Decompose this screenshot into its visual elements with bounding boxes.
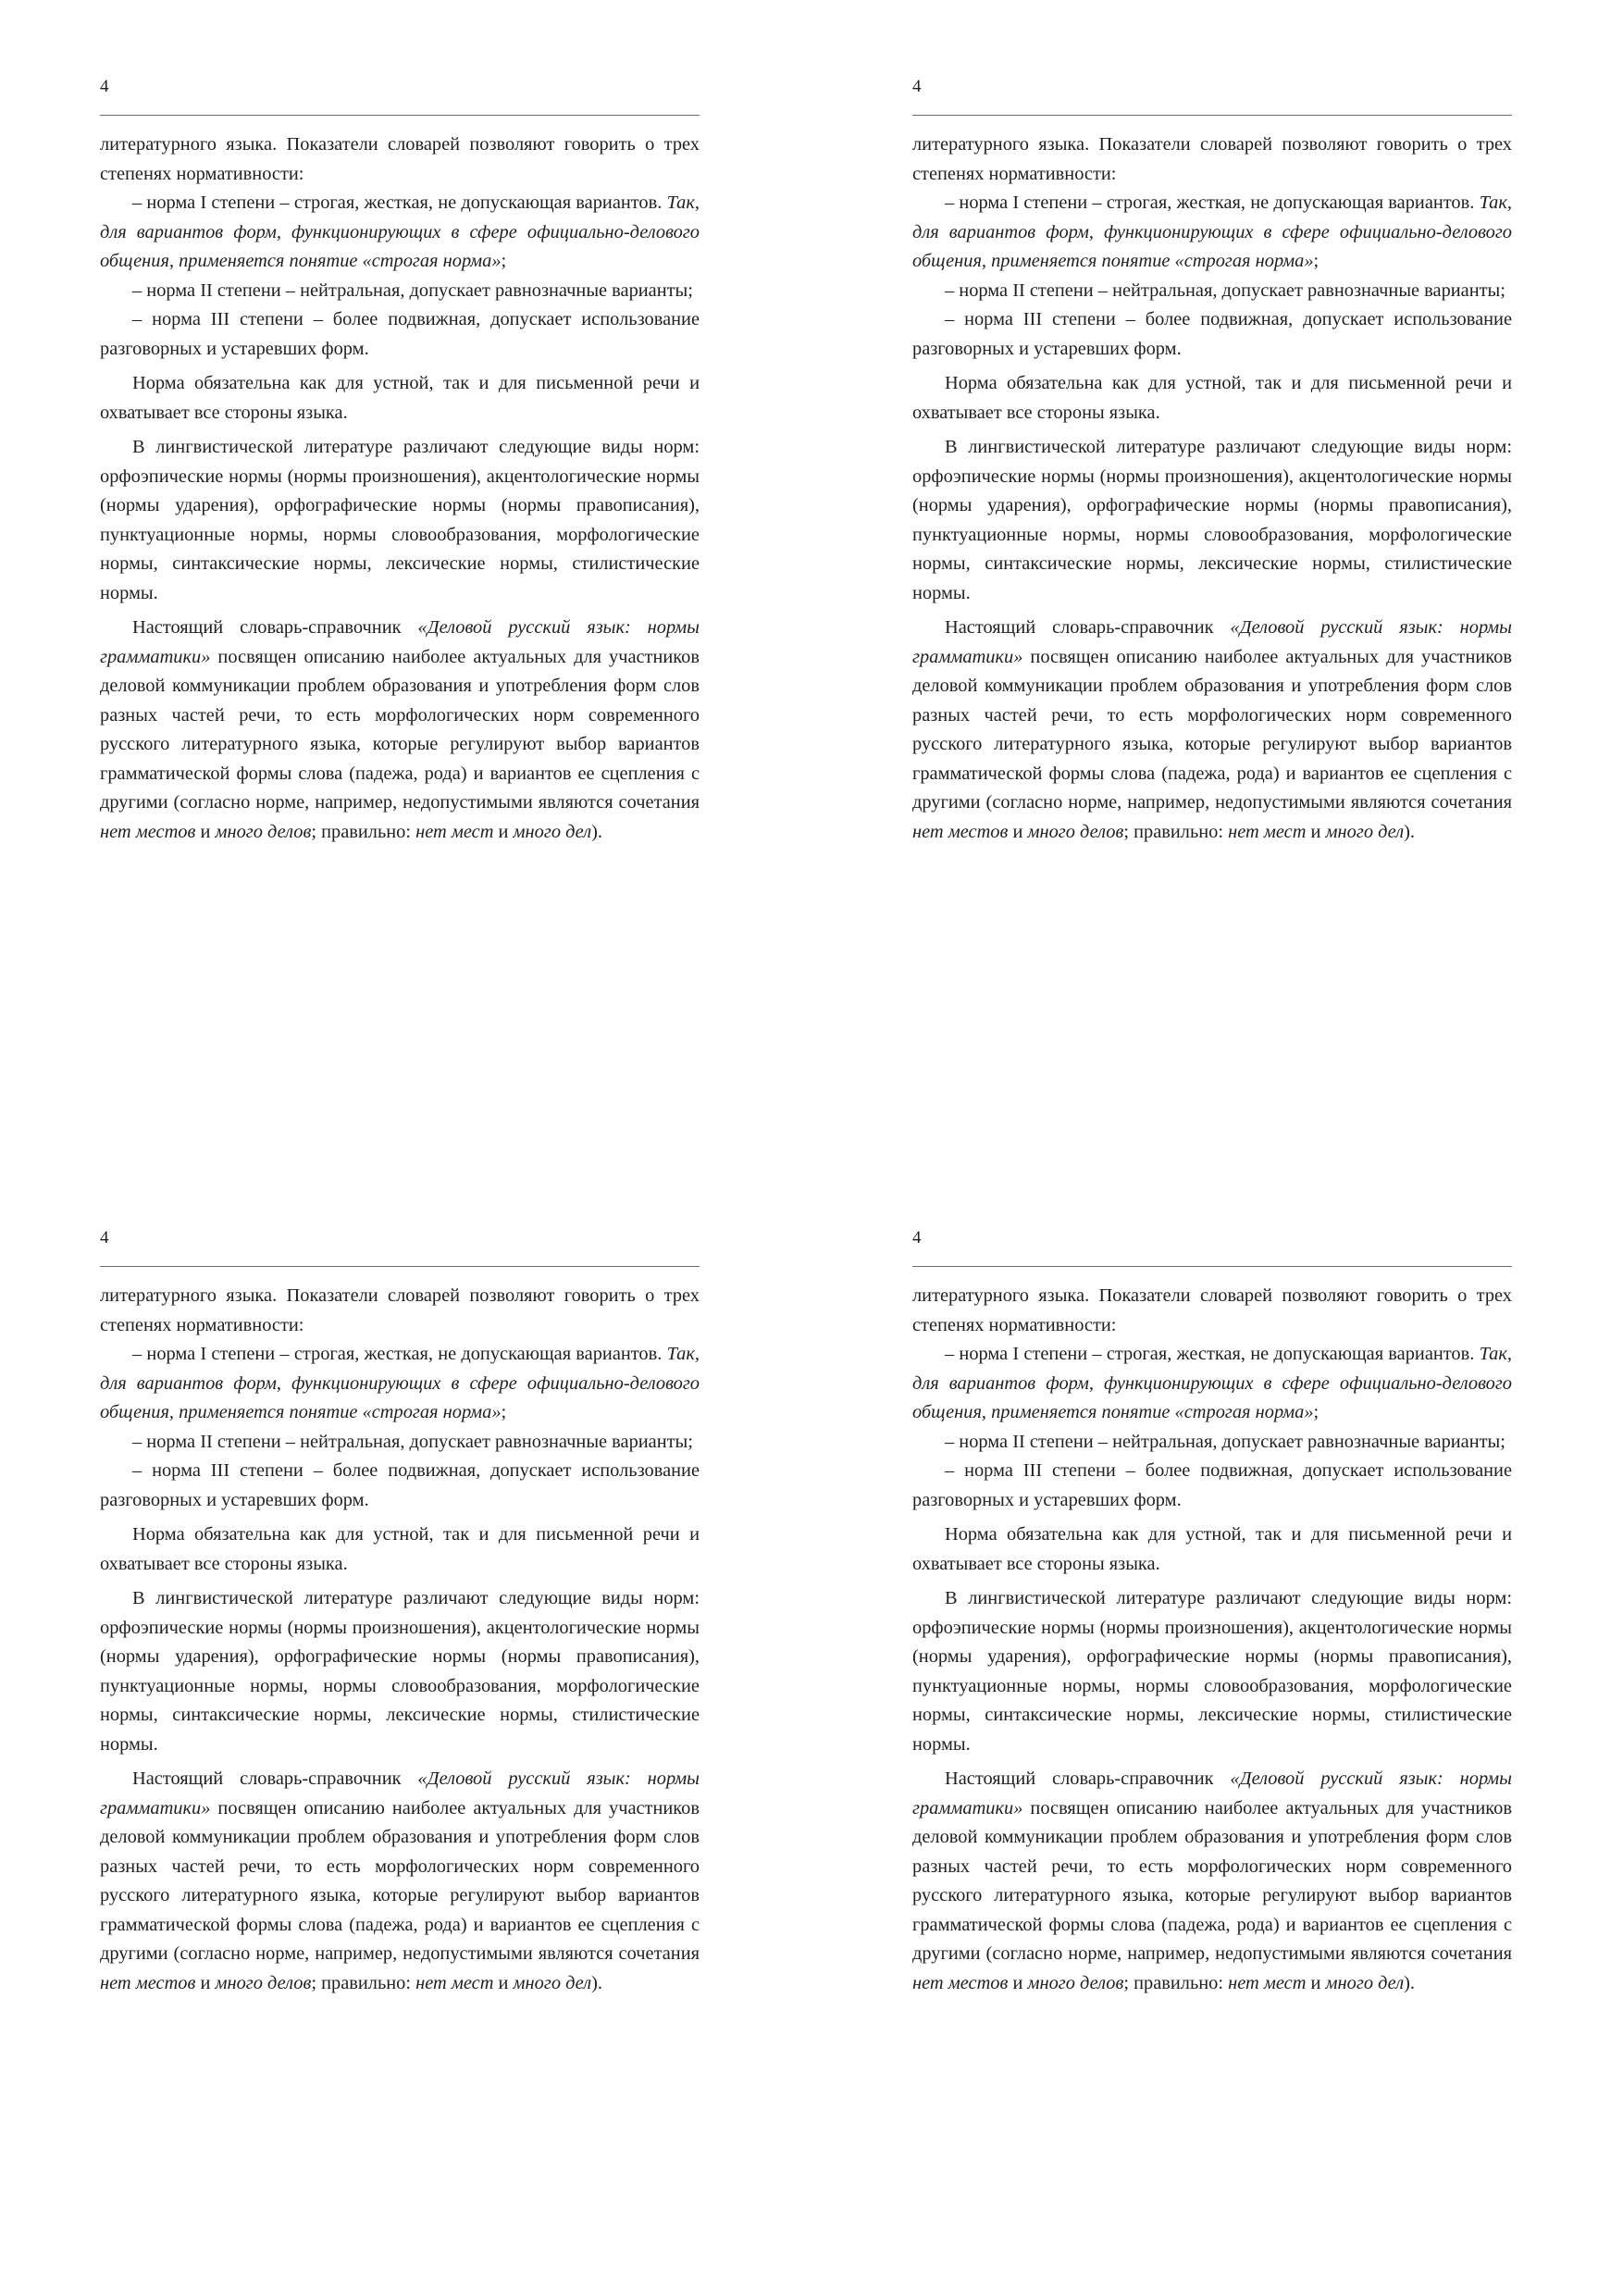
italic-text: много делов xyxy=(1027,1972,1124,1993)
body-paragraph xyxy=(100,1584,700,1759)
text-run: ; правильно: xyxy=(1123,821,1229,842)
text-run: – норма III степени – более подвижная, допускает использование разговорных и устаревших форм. xyxy=(100,1460,700,1510)
text-run: и xyxy=(1306,821,1326,842)
body-paragraph xyxy=(912,1282,1512,1340)
body-paragraph xyxy=(100,130,700,189)
italic-text: Так, для вариантов форм, функционирующих в сфере официально-делового общения, применяется понятие «строгая норма» xyxy=(912,1344,1512,1422)
page-number: 4 xyxy=(912,77,922,96)
italic-text: нет местов xyxy=(100,821,196,842)
page-header xyxy=(912,76,1512,116)
body-paragraph xyxy=(100,433,700,608)
body-paragraph xyxy=(912,369,1512,428)
text-run: – норма II степени – нейтральная, допускает равнозначные варианты; xyxy=(945,1431,1505,1452)
text-run: В лингвистической литературе различают следующие виды норм: орфоэпические нормы (нормы произношения), акцентологические нормы (нормы ударения), орфографические нормы (нормы правописания), пунктуационные нормы, нормы словообразования, морфологические нормы, синтаксические нормы, лексические нормы, стилистические нормы. xyxy=(912,1588,1512,1755)
text-run: посвящен описанию наиболее актуальных для участников деловой коммуникации проблем образования и употребления форм слов разных частей речи, то есть морфологических норм современного русского литературного языка, которые регулируют выбор вариантов грамматической формы слова (падежа, рода) и вариантов ее сцепления с другими (согласно норме, например, недопустимыми являются сочетания xyxy=(100,646,700,813)
text-run: и xyxy=(1008,1972,1028,1993)
page-header xyxy=(100,76,700,116)
text-run: Норма обязательна как для устной, так и для письменной речи и охватывает все стороны языка. xyxy=(100,1524,700,1574)
body-paragraph xyxy=(100,1282,700,1340)
italic-text: нет местов xyxy=(100,1972,196,1993)
body-paragraph xyxy=(100,277,700,306)
text-run: – норма II степени – нейтральная, допускает равнозначные варианты; xyxy=(132,1431,693,1452)
text-run: – норма I степени – строгая, жесткая, не допускающая вариантов. xyxy=(945,192,1480,213)
italic-text: Так, для вариантов форм, функционирующих в сфере официально-делового общения, применяется понятие «строгая норма» xyxy=(912,192,1512,271)
text-run: и xyxy=(493,1972,514,1993)
body-paragraph xyxy=(100,189,700,277)
text-run: ; правильно: xyxy=(311,821,416,842)
body-paragraph xyxy=(100,1428,700,1458)
text-run: литературного языка. Показатели словарей позволяют говорить о трех степенях нормативности: xyxy=(100,1285,700,1335)
italic-text: Так, для вариантов форм, функционирующих в сфере официально-делового общения, применяется понятие «строгая норма» xyxy=(100,192,700,271)
text-run: литературного языка. Показатели словарей позволяют говорить о трех степенях нормативности: xyxy=(912,134,1512,184)
text-run: – норма III степени – более подвижная, допускает использование разговорных и устаревших форм. xyxy=(912,309,1512,359)
body-paragraph xyxy=(912,189,1512,277)
italic-text: «Деловой русский язык: нормы грамматики» xyxy=(100,1769,700,1818)
text-run: В лингвистической литературе различают следующие виды норм: орфоэпические нормы (нормы произношения), акцентологические нормы (нормы ударения), орфографические нормы (нормы правописания), пунктуационные нормы, нормы словообразования, морфологические нормы, синтаксические нормы, лексические нормы, стилистические нормы. xyxy=(100,1588,700,1755)
page-header xyxy=(100,1227,700,1267)
text-run: ). xyxy=(591,821,603,842)
text-run: ; правильно: xyxy=(1123,1972,1229,1993)
text-run: – норма I степени – строгая, жесткая, не допускающая вариантов. xyxy=(132,1344,667,1364)
text-run: ). xyxy=(1404,1972,1416,1993)
text-run: посвящен описанию наиболее актуальных для участников деловой коммуникации проблем образования и употребления форм слов разных частей речи, то есть морфологических норм современного русского литературного языка, которые регулируют выбор вариантов грамматической формы слова (падежа, рода) и вариантов ее сцепления с другими (согласно норме, например, недопустимыми являются сочетания xyxy=(100,1797,700,1964)
text-run: Норма обязательна как для устной, так и для письменной речи и охватывает все стороны языка. xyxy=(100,373,700,423)
page-number: 4 xyxy=(100,77,109,96)
italic-text: много дел xyxy=(513,1972,592,1993)
body-paragraph xyxy=(100,614,700,847)
body-paragraph xyxy=(100,1520,700,1579)
text-run: ). xyxy=(591,1972,603,1993)
italic-text: нет мест xyxy=(415,1972,494,1993)
text-run: Настоящий словарь-справочник xyxy=(132,617,418,638)
body-paragraph xyxy=(912,1428,1512,1458)
italic-text: много делов xyxy=(1027,821,1124,842)
text-run: посвящен описанию наиболее актуальных для участников деловой коммуникации проблем образования и употребления форм слов разных частей речи, то есть морфологических норм современного русского литературного языка, которые регулируют выбор вариантов грамматической формы слова (падежа, рода) и вариантов ее сцепления с другими (согласно норме, например, недопустимыми являются сочетания xyxy=(912,646,1512,813)
body-paragraph xyxy=(100,1765,700,1998)
italic-text: много делов xyxy=(215,1972,312,1993)
text-run: – норма II степени – нейтральная, допускает равнозначные варианты; xyxy=(945,279,1505,301)
text-run: – норма II степени – нейтральная, допускает равнозначные варианты; xyxy=(132,279,693,301)
body-paragraph xyxy=(912,277,1512,306)
body-paragraph xyxy=(912,433,1512,608)
italic-text: много дел xyxy=(513,821,592,842)
body-paragraph xyxy=(912,614,1512,847)
text-run: Норма обязательна как для устной, так и для письменной речи и охватывает все стороны языка. xyxy=(912,373,1512,423)
text-run: ; xyxy=(1313,251,1319,271)
text-run: В лингвистической литературе различают следующие виды норм: орфоэпические нормы (нормы произношения), акцентологические нормы (нормы ударения), орфографические нормы (нормы правописания), пунктуационные нормы, нормы словообразования, морфологические нормы, синтаксические нормы, лексические нормы, стилистические нормы. xyxy=(100,437,700,603)
italic-text: «Деловой русский язык: нормы грамматики» xyxy=(912,617,1512,667)
text-run: – норма I степени – строгая, жесткая, не допускающая вариантов. xyxy=(945,1344,1480,1364)
text-run: Настоящий словарь-справочник xyxy=(945,1769,1231,1789)
text-run: ). xyxy=(1404,821,1416,842)
text-run: ; правильно: xyxy=(311,1972,416,1993)
text-run: и xyxy=(195,1972,216,1993)
page-top-left xyxy=(100,76,700,847)
page-bottom-right xyxy=(912,1227,1512,1998)
text-run: В лингвистической литературе различают следующие виды норм: орфоэпические нормы (нормы произношения), акцентологические нормы (нормы ударения), орфографические нормы (нормы правописания), пунктуационные нормы, нормы словообразования, морфологические нормы, синтаксические нормы, лексические нормы, стилистические нормы. xyxy=(912,437,1512,603)
text-run: – норма I степени – строгая, жесткая, не допускающая вариантов. xyxy=(132,192,667,213)
page-number: 4 xyxy=(100,1228,109,1247)
body-paragraph xyxy=(912,1457,1512,1515)
text-run: посвящен описанию наиболее актуальных для участников деловой коммуникации проблем образования и употребления форм слов разных частей речи, то есть морфологических норм современного русского литературного языка, которые регулируют выбор вариантов грамматической формы слова (падежа, рода) и вариантов ее сцепления с другими (согласно норме, например, недопустимыми являются сочетания xyxy=(912,1797,1512,1964)
text-run: Настоящий словарь-справочник xyxy=(132,1769,418,1789)
text-run: и xyxy=(493,821,514,842)
italic-text: много делов xyxy=(215,821,312,842)
page-bottom-left xyxy=(100,1227,700,1998)
italic-text: нет местов xyxy=(912,1972,1009,1993)
body-paragraph xyxy=(100,1457,700,1515)
page-header xyxy=(912,1227,1512,1267)
text-run: и xyxy=(1306,1972,1326,1993)
body-paragraph xyxy=(100,1340,700,1428)
text-run: литературного языка. Показатели словарей позволяют говорить о трех степенях нормативности: xyxy=(100,134,700,184)
italic-text: Так, для вариантов форм, функционирующих в сфере официально-делового общения, применяется понятие «строгая норма» xyxy=(100,1344,700,1422)
text-run: ; xyxy=(501,1402,507,1422)
body-paragraph xyxy=(100,369,700,428)
italic-text: «Деловой русский язык: нормы грамматики» xyxy=(912,1769,1512,1818)
body-paragraph xyxy=(912,1340,1512,1428)
text-run: литературного языка. Показатели словарей позволяют говорить о трех степенях нормативности: xyxy=(912,1285,1512,1335)
text-run: ; xyxy=(501,251,507,271)
text-run: – норма III степени – более подвижная, допускает использование разговорных и устаревших форм. xyxy=(100,309,700,359)
body-paragraph xyxy=(912,1584,1512,1759)
italic-text: нет местов xyxy=(912,821,1009,842)
italic-text: нет мест xyxy=(1228,821,1307,842)
text-run: ; xyxy=(1313,1402,1319,1422)
page-top-right xyxy=(912,76,1512,847)
text-run: Настоящий словарь-справочник xyxy=(945,617,1231,638)
text-run: Норма обязательна как для устной, так и для письменной речи и охватывает все стороны языка. xyxy=(912,1524,1512,1574)
italic-text: нет мест xyxy=(1228,1972,1307,1993)
italic-text: много дел xyxy=(1325,821,1405,842)
text-run: и xyxy=(195,821,216,842)
body-paragraph xyxy=(100,305,700,364)
body-paragraph xyxy=(912,1765,1512,1998)
italic-text: много дел xyxy=(1325,1972,1405,1993)
body-paragraph xyxy=(912,1520,1512,1579)
body-paragraph xyxy=(912,130,1512,189)
body-paragraph xyxy=(912,305,1512,364)
italic-text: «Деловой русский язык: нормы грамматики» xyxy=(100,617,700,667)
italic-text: нет мест xyxy=(415,821,494,842)
page-number: 4 xyxy=(912,1228,922,1247)
text-run: – норма III степени – более подвижная, допускает использование разговорных и устаревших форм. xyxy=(912,1460,1512,1510)
text-run: и xyxy=(1008,821,1028,842)
